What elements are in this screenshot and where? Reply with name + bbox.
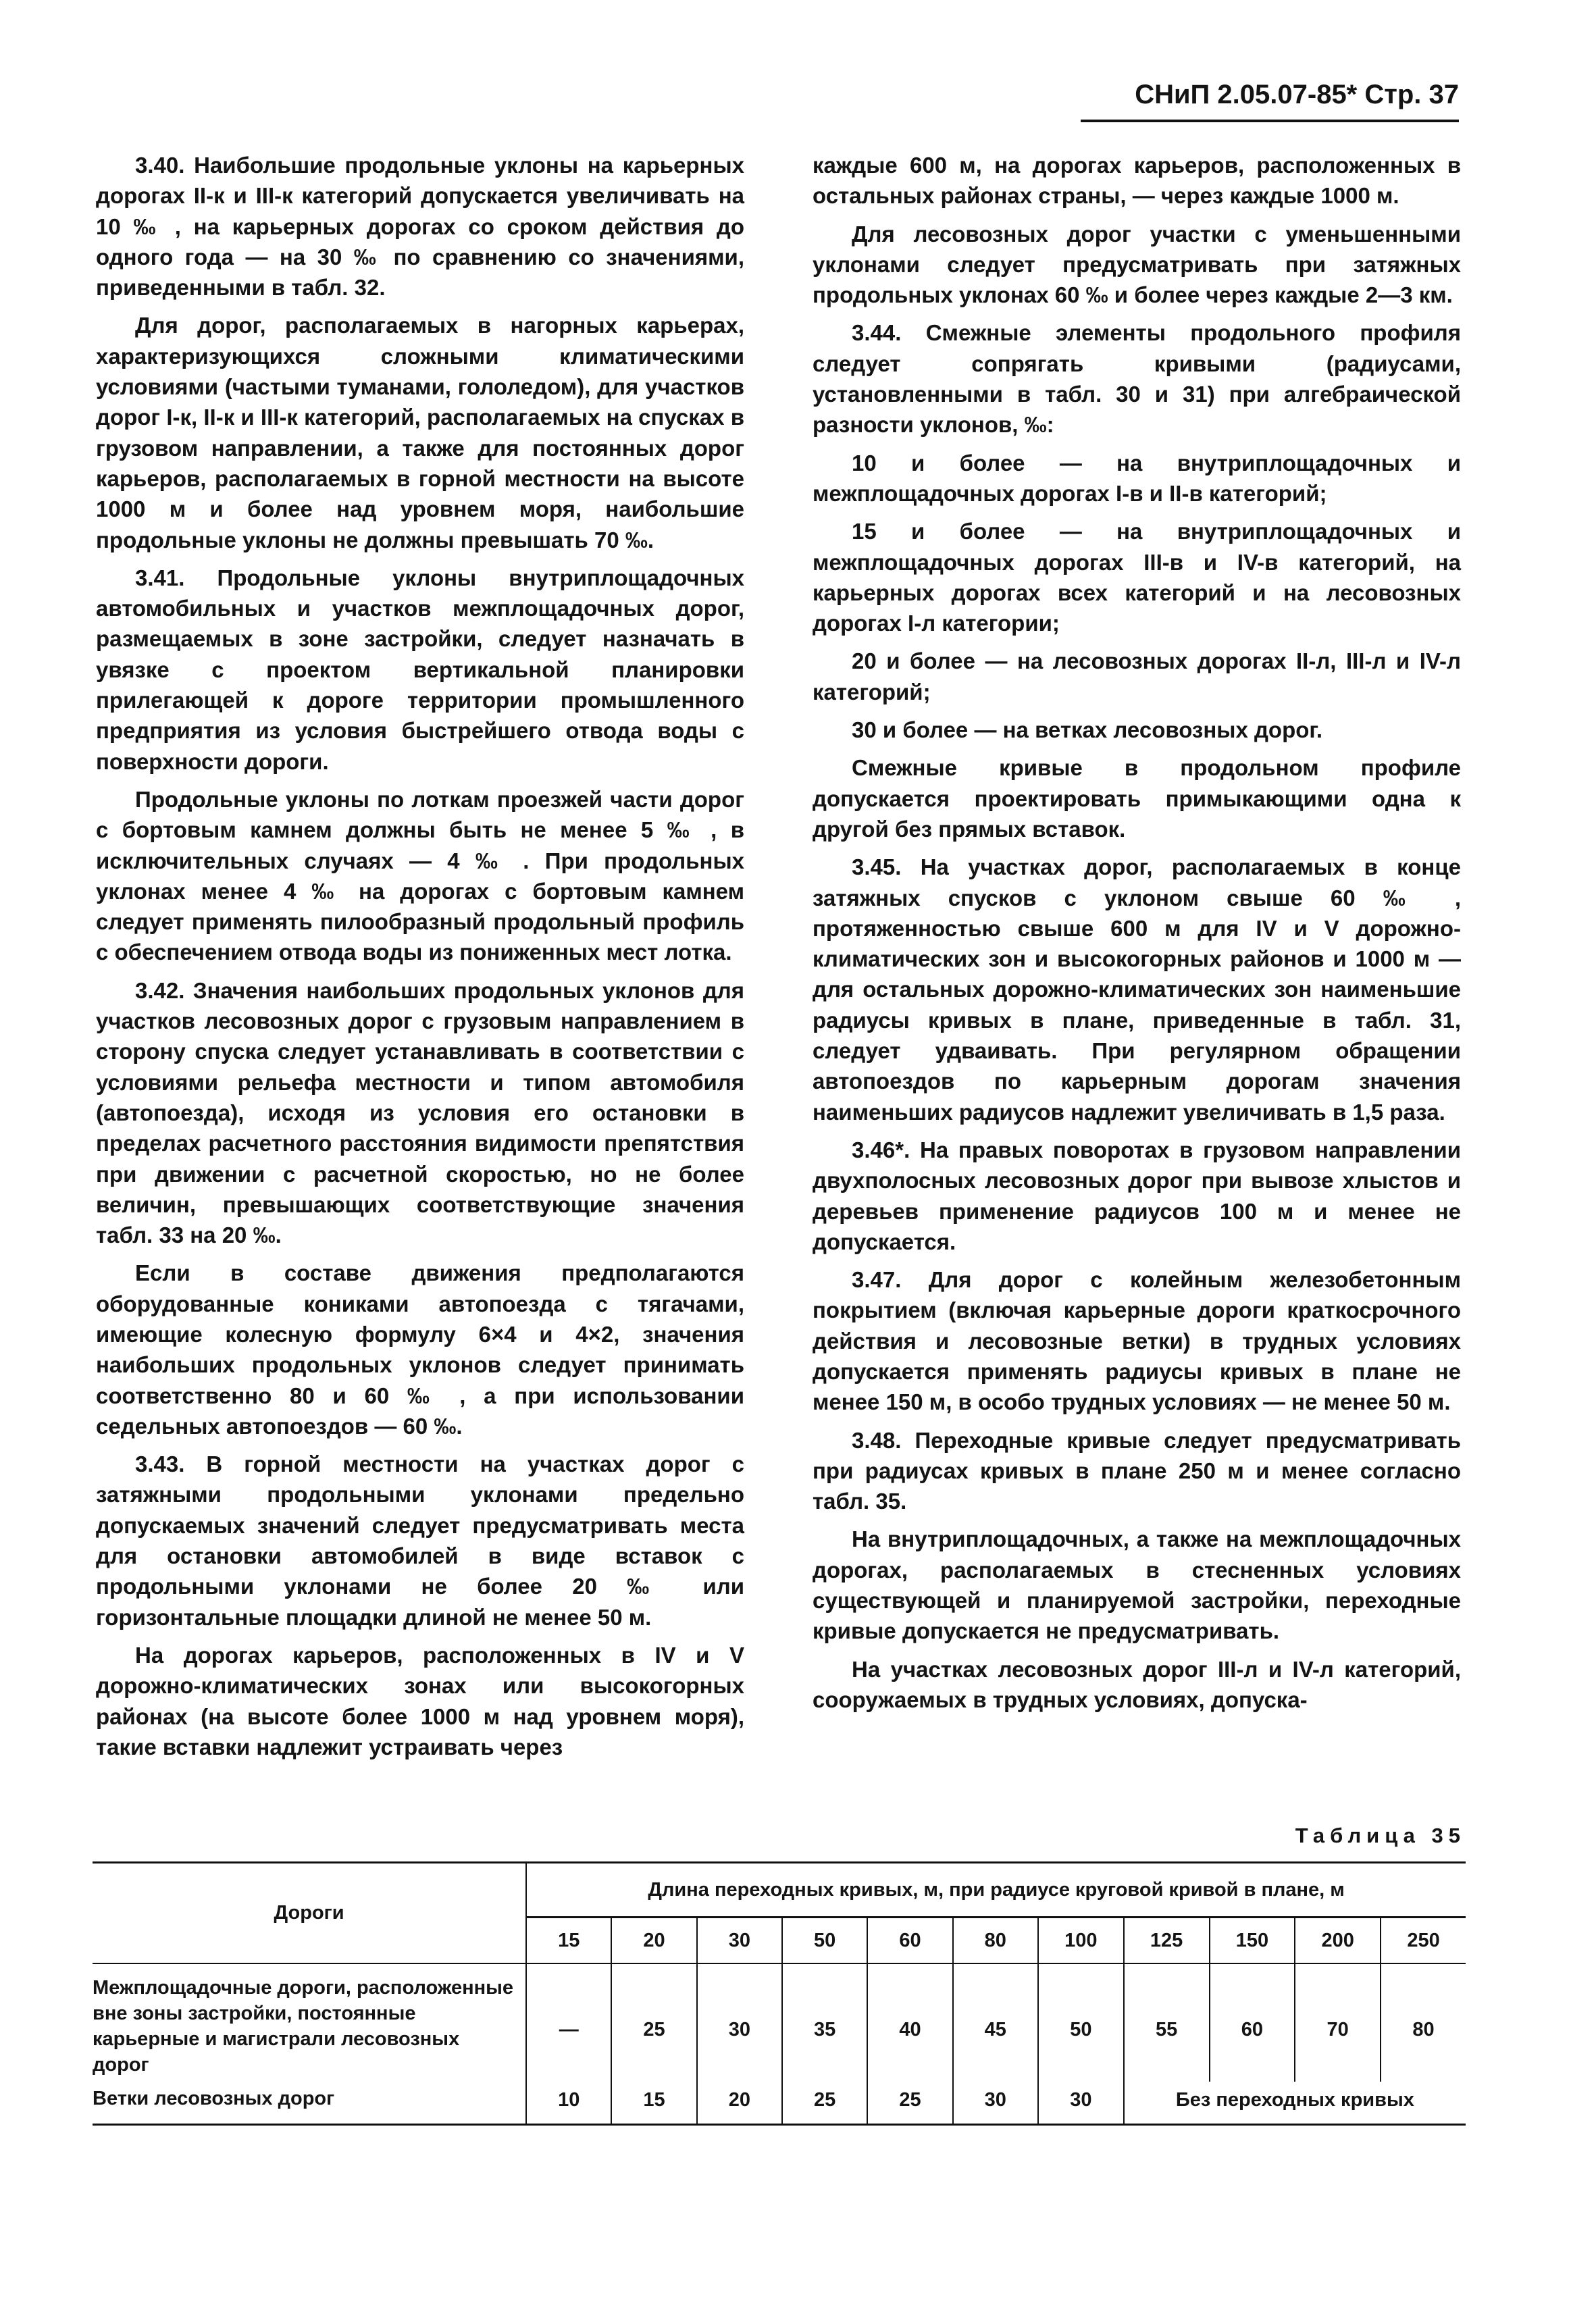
paragraph bbox=[813, 1425, 1461, 1517]
table-cell: 15 bbox=[611, 2082, 696, 2125]
table-header-radius: 125 bbox=[1124, 1918, 1210, 1964]
paragraph bbox=[96, 1258, 744, 1441]
table-cell: 50 bbox=[1038, 1963, 1124, 2082]
paragraph bbox=[813, 1264, 1461, 1417]
table-cell: — bbox=[526, 1963, 611, 2082]
table-header-length: Длина переходных кривых, м, при радиусе круговой кривой в плане, м bbox=[526, 1863, 1466, 1918]
table-header-radius: 60 bbox=[867, 1918, 952, 1964]
paragraph bbox=[96, 310, 744, 555]
table-header-radius: 20 bbox=[611, 1918, 696, 1964]
table-row bbox=[93, 1963, 1466, 2082]
table-35 bbox=[93, 1861, 1466, 2126]
table-cell: 25 bbox=[782, 2082, 867, 2125]
table-cell: 25 bbox=[867, 2082, 952, 2125]
paragraph bbox=[96, 563, 744, 777]
table-header-radius: 30 bbox=[697, 1918, 782, 1964]
left-column bbox=[96, 150, 744, 1770]
paragraph bbox=[813, 317, 1461, 440]
paragraph bbox=[813, 1654, 1461, 1716]
table-cell: 20 bbox=[697, 2082, 782, 2125]
table-cell: 10 bbox=[526, 2082, 611, 2125]
table-cell: 30 bbox=[953, 2082, 1038, 2125]
paragraph-text: На правых поворотах в грузовом направлении двухполосных лесовозных дорог при вывозе хлыстов и деревьев применение радиусов 100 м и менее не допускается. bbox=[813, 1137, 1461, 1254]
paragraph bbox=[813, 646, 1461, 707]
clause-number: 3.41. bbox=[135, 565, 185, 590]
paragraph-text: 20 и более — на лесовозных дорогах II-л, III-л и IV-л категорий; bbox=[813, 648, 1461, 704]
paragraph-text: Для дорог с колейным железобетонным покрытием (включая карьерные дороги краткосрочного действия и лесовозные ветки) в трудных условиях допускается применять радиусы кривых в плане не менее 150 м, в особо трудных условиях — не менее 50 м. bbox=[813, 1267, 1462, 1415]
table-cell: 35 bbox=[782, 1963, 867, 2082]
paragraph bbox=[96, 1449, 744, 1632]
table-header-radius: 80 bbox=[953, 1918, 1038, 1964]
paragraph bbox=[813, 516, 1461, 638]
table-header-roads: Дороги bbox=[93, 1863, 526, 1964]
table-cell: 60 bbox=[1210, 1963, 1295, 2082]
table-header-radius: 200 bbox=[1295, 1918, 1381, 1964]
table-cell: 30 bbox=[1038, 2082, 1124, 2125]
paragraph-text: 30 и более — на ветках лесовозных дорог. bbox=[852, 717, 1322, 743]
paragraph bbox=[813, 219, 1461, 311]
right-column bbox=[813, 150, 1461, 1722]
page-header: СНиП 2.05.07-85* Стр. 37 bbox=[1081, 80, 1459, 122]
paragraph-text: 10 и более — на внутриплощадочных и межплощадочных дорогах I-в и II-в категорий; bbox=[813, 450, 1461, 506]
table-cell: 45 bbox=[953, 1963, 1038, 2082]
table-cell: 80 bbox=[1412, 2019, 1435, 2040]
paragraph-text: Смежные элементы продольного профиля следует сопрягать кривыми (радиусами, установленными в табл. 30 и 31) при алгебраической разности уклонов, ‰: bbox=[813, 320, 1462, 438]
clause-number: 3.42. bbox=[135, 977, 185, 1003]
paragraph bbox=[96, 784, 744, 968]
paragraph-text: Продольные уклоны внутриплощадочных автомобильных и участков межплощадочных дорог, размещаемых в зоне застройки, следует назначать в увязке с проектом вертикальной планировки прилегающей к дороге территории промышленного предприятия из условия быстрейшего отвода воды с поверхности дороги. bbox=[96, 565, 745, 774]
table-cell: 55 bbox=[1124, 1963, 1210, 2082]
paragraph bbox=[813, 752, 1461, 844]
paragraph-text: Значения наибольших продольных уклонов для участков лесовозных дорог с грузовым направлением в сторону спуска следует устанавливать в соответствии с условиями рельефа местности и типом автомобиля (автопоезда), исходя из условия его остановки в пределах расчетного расстояния видимости препятствия при движении с расчетной скоростью, но не более величин, превышающих соответствующие значения табл. 33 на 20 ‰. bbox=[96, 977, 745, 1248]
paragraph-text: Для лесовозных дорог участки с уменьшенными уклонами следует предусматривать при затяжных продольных уклонах 60 ‰ и более через каждые 2—3 км. bbox=[813, 221, 1461, 308]
clause-number: 3.47. bbox=[852, 1267, 902, 1293]
table-row-name: Ветки лесовозных дорог bbox=[93, 2082, 526, 2125]
paragraph-text: Продольные уклоны по лоткам проезжей части дорог с бортовым камнем должны быть не менее 5 ‰ , в исключительных случаях — 4 ‰ . При продольных уклонах менее 4 ‰ на дорогах с бортовым камнем следует применять пилообразный продольный профиль с обеспечением отвода воды из пониженных мест лотка. bbox=[96, 786, 744, 965]
paragraph-text: На внутриплощадочных, а также на межплощадочных дорогах, располагаемых в стесненных условиях существующей и планируемой застройки, переходные кривые допускается не предусматривать. bbox=[813, 1526, 1461, 1644]
paragraph bbox=[96, 975, 744, 1251]
paragraph bbox=[813, 150, 1461, 211]
paragraph-text: Для дорог, располагаемых в нагорных карьерах, характеризующихся сложными климатическими условиями (частыми туманами, гололедом), для участков дорог I-к, II-к и III-к категорий, располагаемых на спусках в грузовом направлении, а также для постоянных дорог карьеров, располагаемых в горной местности на высоте 1000 м и более над уровнем моря, наибольшие продольные уклоны не должны превышать 70 ‰. bbox=[96, 313, 744, 552]
table-header-radius: 150 bbox=[1210, 1918, 1295, 1964]
paragraph bbox=[813, 1135, 1461, 1257]
paragraph-text: Наибольшие продольные уклоны на карьерных дорогах II-к и III-к категорий допускается увеличивать на 10 ‰ , на карьерных дорогах со сроком действия до одного года — на 30 ‰ по сравнению со значениями, приведенными в табл. 32. bbox=[96, 153, 744, 301]
table-row-name: Межплощадочные дороги, расположенные вне зоны застройки, постоянные карьерные и магистрали лесовозных дорог bbox=[93, 1963, 526, 2082]
table-header-radius: 15 bbox=[526, 1918, 611, 1964]
paragraph-text: Смежные кривые в продольном профиле допускается проектировать примыкающими одна к другой без прямых вставок. bbox=[813, 755, 1461, 842]
paragraph-text: В горной местности на участках дорог с затяжными продольными уклонами предельно допускаемых значений следует предусматривать места для остановки автомобилей в виде вставок с продольными уклонами не более 20 ‰ или горизонтальные площадки длиной не менее 50 м. bbox=[96, 1451, 744, 1630]
clause-number: 3.48. bbox=[852, 1427, 902, 1453]
table-cell: 40 bbox=[867, 1963, 952, 2082]
paragraph bbox=[813, 852, 1461, 1127]
table-cell: 25 bbox=[611, 1963, 696, 2082]
clause-number: 3.40. bbox=[135, 153, 185, 178]
paragraph bbox=[96, 1640, 744, 1762]
table-header-radius: 100 bbox=[1038, 1918, 1124, 1964]
paragraph-text: каждые 600 м, на дорогах карьеров, расположенных в остальных районах страны, — через каждые 1000 м. bbox=[813, 153, 1461, 209]
clause-number: 3.44. bbox=[852, 320, 902, 346]
paragraph-text: На дорогах карьеров, расположенных в IV и V дорожно-климатических зонах или высокогорных районах (на высоте более 1000 м над уровнем моря), такие вставки надлежит устраивать через bbox=[96, 1642, 744, 1759]
paragraph bbox=[813, 1524, 1461, 1646]
clause-number: 3.45. bbox=[852, 854, 902, 880]
clause-number: 3.43. bbox=[135, 1451, 185, 1477]
paragraph-text: 15 и более — на внутриплощадочных и межплощадочных дорогах III-в и IV-в категорий, на карьерных дорогах всех категорий и на лесовозных дорогах I-л категории; bbox=[813, 519, 1461, 636]
table-header-radius: 250 bbox=[1407, 1929, 1440, 1951]
paragraph bbox=[813, 715, 1461, 745]
table-header-radius: 50 bbox=[782, 1918, 867, 1964]
table-cell: 30 bbox=[697, 1963, 782, 2082]
table-cell: 70 bbox=[1295, 1963, 1381, 2082]
paragraph bbox=[96, 150, 744, 303]
paragraph-text: Если в составе движения предполагаются оборудованные кониками автопоезда с тягачами, имеющие колесную формулу 6×4 и 4×2, значения наибольших продольных уклонов следует принимать соответственно 80 и 60 ‰ , а при использовании седельных автопоездов — 60 ‰. bbox=[96, 1260, 744, 1439]
table-row bbox=[93, 2082, 1466, 2125]
paragraph-text: На участках дорог, располагаемых в конце затяжных спусков с уклоном свыше 60 ‰ , протяженностью свыше 600 м для IV и V дорожно-климатических зон и высокогорных районов и 1000 м — для остальных дорожно-климатических зон наименьшие радиусы кривых в плане, приведенные в табл. 31, следует удваивать. При регулярном обращении автопоездов по карьерным дорогам значения наименьших радиусов надлежит увеличивать в 1,5 раза. bbox=[813, 854, 1461, 1125]
table-cell-note: Без переходных кривых bbox=[1175, 2089, 1414, 2111]
clause-number: 3.46*. bbox=[852, 1137, 910, 1162]
table-caption: Таблица 35 bbox=[1295, 1824, 1466, 1847]
paragraph-text: Переходные кривые следует предусматривать при радиусах кривых в плане 250 м и менее согласно табл. 35. bbox=[813, 1427, 1462, 1514]
paragraph bbox=[813, 448, 1461, 509]
paragraph-text: На участках лесовозных дорог III-л и IV-л категорий, сооружаемых в трудных условиях, допуска- bbox=[813, 1656, 1461, 1712]
